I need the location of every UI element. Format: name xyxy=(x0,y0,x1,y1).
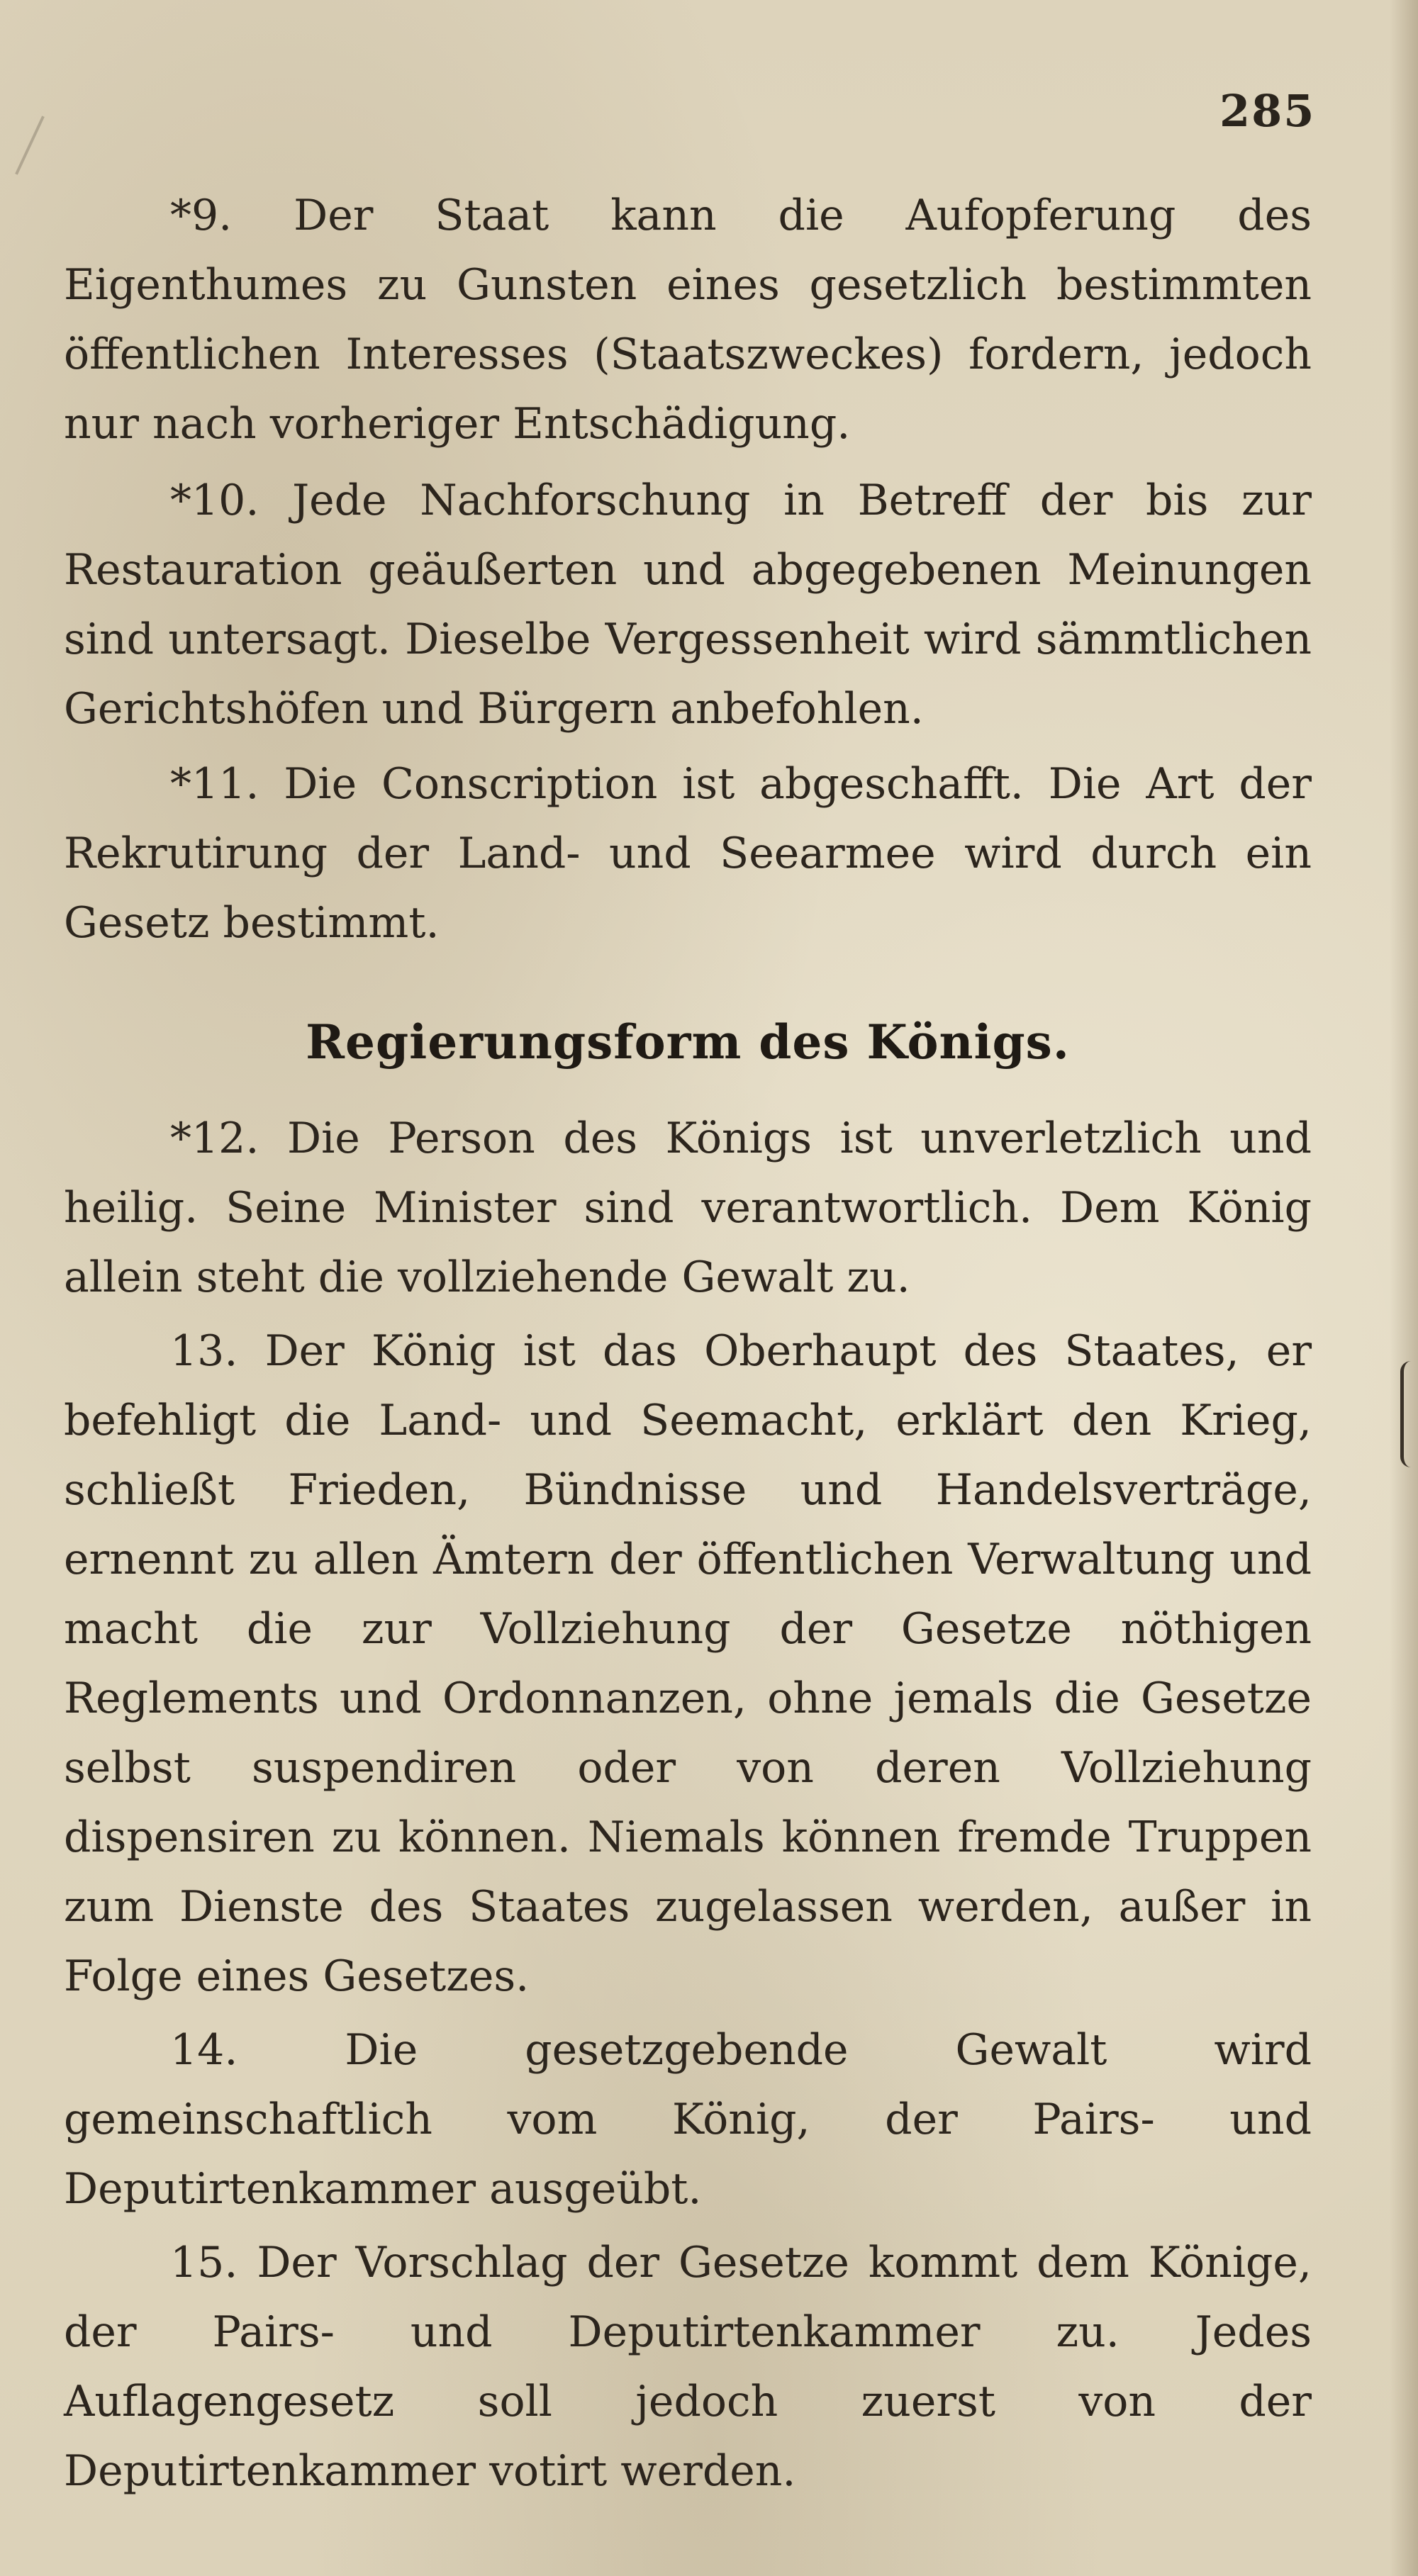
article-15: 15. Der Vorschlag der Gesetze kommt dem Könige, der Pairs- und Deputirtenkammer zu. Jedes Auflagengesetz soll jedoch zuerst von der Deputirtenkammer votirt werden. xyxy=(64,2238,1312,2496)
page-number: 285 xyxy=(1219,85,1316,137)
page-edge-shadow xyxy=(1390,0,1418,2576)
article-10: *10. Jede Nachforschung in Betreff der bis zur Restauration geäußerten und abgegebenen Meinungen sind untersagt. Dieselbe Vergessenheit wird sämmtlichen Gerichtshöfen und Bürgern anbefohlen. xyxy=(64,476,1312,734)
body-text xyxy=(64,181,1312,2506)
article-12: *12. Die Person des Königs ist unverletzlich und heilig. Seine Minister sind verantwortlich. Dem König allein steht die vollziehende Gewalt zu. xyxy=(64,1114,1312,1302)
article-9: *9. Der Staat kann die Aufopferung des Eigenthumes zu Gunsten eines gesetzlich bestimmten öffentlichen Interesses (Staatszweckes) fordern, jedoch nur nach vorheriger Entschädigung. xyxy=(64,191,1312,449)
article-14: 14. Die gesetzgebende Gewalt wird gemeinschaftlich vom König, der Pairs- und Deputirtenkammer ausgeübt. xyxy=(64,2025,1312,2214)
margin-bracket-mark xyxy=(1400,1361,1411,1467)
article-13: 13. Der König ist das Oberhaupt des Staates, er befehligt die Land- und Seemacht, erklärt den Krieg, schließt Frieden, Bündnisse und Handelsverträge, ernennt zu allen Ämtern der öffentlichen Verwaltung und macht die zur Vollziehung der Gesetze nöthigen Reglements und Ordonnanzen, ohne jemals die Gesetze selbst suspendiren oder von deren Vollziehung dispensiren zu können. Niemals können fremde Truppen zum Dienste des Staates zugelassen werden, außer in Folge eines Gesetzes. xyxy=(64,1326,1312,2001)
section-heading: Regierungsform des Königs. xyxy=(306,1014,1070,1070)
page-blemish xyxy=(15,116,45,174)
article-11: *11. Die Conscription ist abgeschafft. Die Art der Rekrutirung der Land- und Seearmee wird durch ein Gesetz bestimmt. xyxy=(64,759,1312,948)
